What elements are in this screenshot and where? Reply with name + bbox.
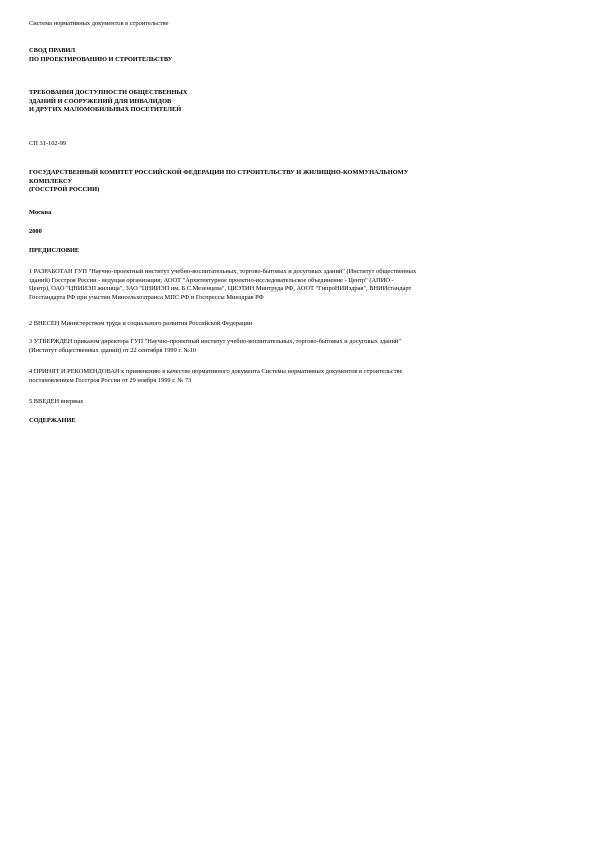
- committee-name: [29, 169, 569, 195]
- main-title-line: ЗДАНИЙ И СООРУЖЕНИЙ ДЛЯ ИНВАЛИДОВ: [29, 97, 172, 105]
- city: Москва: [29, 209, 52, 216]
- committee-line: ГОСУДАРСТВЕННЫЙ КОМИТЕТ РОССИЙСКОЙ ФЕДЕРАЦИИ ПО СТРОИТЕЛЬСТВУ И ЖИЛИЩНО-КОММУНАЛЬНОМУ: [29, 169, 409, 176]
- committee-line: КОМПЛЕКСУ: [29, 177, 73, 185]
- foreword-item-line: 2 ВНЕСЕН Министерством труда и социального развития Российской Федерации: [29, 320, 253, 327]
- foreword-item-line: Госстандарта РФ при участии Минсельхозтранса МПС РФ и Госпрессы Минздрав РФ: [29, 293, 264, 301]
- code-title-line: ПО ПРОЕКТИРОВАНИЮ И СТРОИТЕЛЬСТВУ: [29, 55, 173, 63]
- document-number: СП 31-102-99: [29, 140, 67, 147]
- foreword-item-line: 1 РАЗРАБОТАН ГУП "Научно-проектный институт учебно-воспитательных, торгово-бытовых и досуговых зданий" (Институт общественных: [29, 268, 417, 275]
- main-title-line: ТРЕБОВАНИЯ ДОСТУПНОСТИ ОБЩЕСТВЕННЫХ: [29, 89, 188, 96]
- main-title: [29, 89, 569, 115]
- foreword-item-3: [29, 338, 569, 355]
- foreword-item-line: зданий) Госстроя России - ведущая организация; АООТ "Архитектурное проектно-исследовательское объединение - Центр" (АПИО -: [29, 276, 394, 284]
- foreword-item-line: 5 ВВЕДЕН впервые: [29, 398, 84, 405]
- document-header: Система нормативных документов в строительстве: [29, 20, 169, 27]
- foreword-item-line: 4 ПРИНЯТ И РЕКОМЕНДОВАН к применению в качестве нормативного документа Системы нормативных документов в строительстве: [29, 368, 403, 375]
- code-title-line: СВОД ПРАВИЛ: [29, 47, 76, 54]
- main-title-line: И ДРУГИХ МАЛОМОБИЛЬНЫХ ПОСЕТИТЕЛЕЙ: [29, 106, 182, 114]
- foreword-item-1: [29, 268, 569, 302]
- foreword-item-4: [29, 368, 569, 385]
- year: 2000: [29, 228, 42, 235]
- foreword-item-2: [29, 320, 569, 329]
- committee-line: (ГОССТРОЙ РОССИИ): [29, 186, 100, 194]
- foreword-item-line: 3 УТВЕРЖДЕН приказом директора ГУП "Научно-проектный институт учебно-воспитательных, торгово-бытовых и досуговых зданий": [29, 338, 401, 345]
- foreword-item-line: (Институт общественных зданий) от 22 сентября 1999 г. №10: [29, 346, 196, 354]
- foreword-item-5: [29, 398, 569, 407]
- code-title: [29, 47, 569, 64]
- contents-heading: СОДЕРЖАНИЕ: [29, 417, 76, 424]
- foreword-item-line: постановлением Госстроя России от 29 ноября 1999 г. № 73: [29, 376, 192, 384]
- foreword-heading: ПРЕДИСЛОВИЕ: [29, 247, 80, 254]
- foreword-item-line: Центр), ОАО "ЦНИИЭП жилища", ЗАО "ЦНИИЭП им. Б.С.Мезенцева", ЦИЭТИН Минтруда РФ, АООТ "ГипроНИИздрав", ВНИИстандарт: [29, 285, 412, 293]
